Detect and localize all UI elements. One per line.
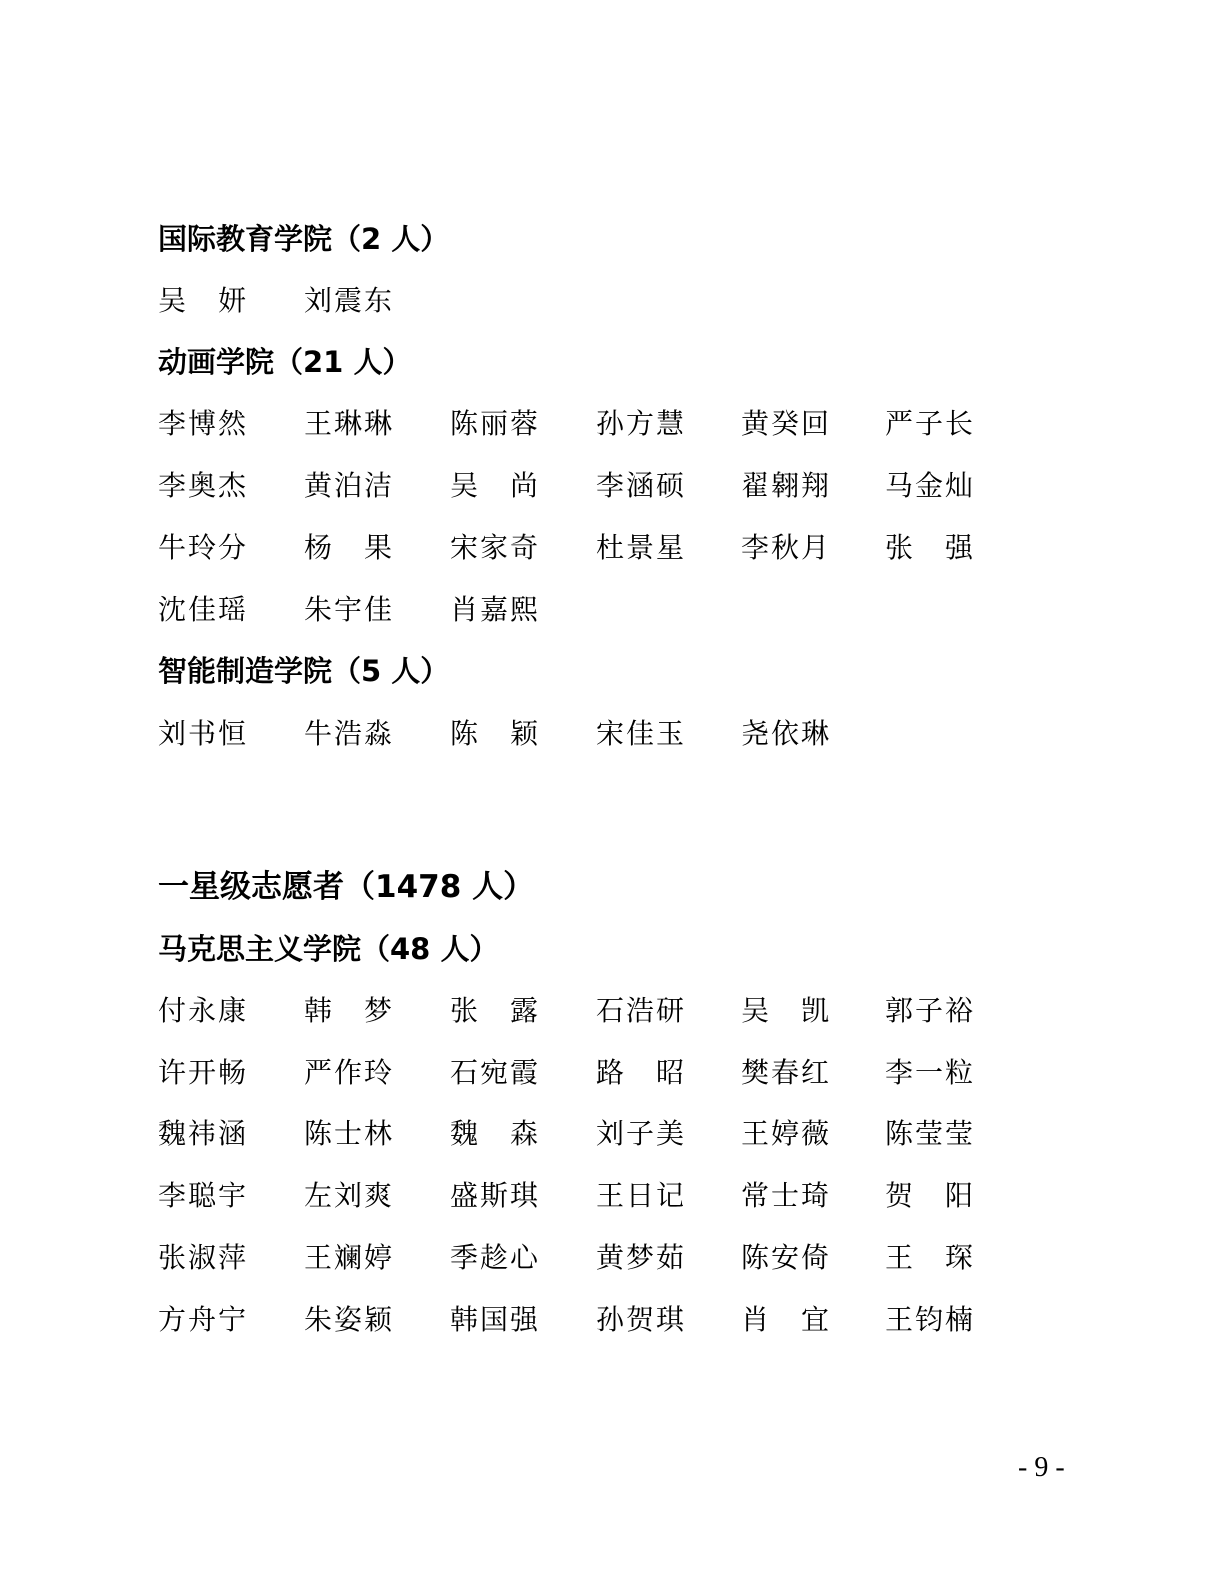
name-row <box>158 1238 1058 1278</box>
person-name: 王钧楠 <box>885 1303 976 1336</box>
person-name: 肖 宜 <box>741 1303 832 1336</box>
person-name: 李聪宇 <box>158 1179 249 1212</box>
person-name: 李博然 <box>158 407 249 440</box>
person-name: 杨 果 <box>304 531 395 564</box>
person-name: 严作玲 <box>304 1056 395 1089</box>
person-name: 石宛霞 <box>450 1056 541 1089</box>
person-name: 王 琛 <box>885 1241 976 1274</box>
person-name: 尧依琳 <box>741 717 832 750</box>
person-name: 黄梦茹 <box>596 1241 687 1274</box>
name-row <box>158 1053 1058 1093</box>
person-name: 牛玲分 <box>158 531 249 564</box>
person-name: 吴 凯 <box>741 994 832 1027</box>
person-name: 杜景星 <box>596 531 687 564</box>
person-name: 陈丽蓉 <box>450 407 541 440</box>
person-name: 魏祎涵 <box>158 1117 249 1150</box>
person-name: 宋佳玉 <box>596 717 687 750</box>
person-name: 张淑萍 <box>158 1241 249 1274</box>
section-heading-manufacturing: 智能制造学院（5 人） <box>158 654 450 688</box>
person-name: 沈佳瑶 <box>158 593 249 626</box>
name-row <box>158 991 1058 1031</box>
name-row <box>158 404 1058 444</box>
person-name: 张 强 <box>885 531 976 564</box>
name-row <box>158 466 1058 506</box>
name-row <box>158 528 1058 568</box>
person-name: 常士琦 <box>741 1179 832 1212</box>
person-name: 牛浩淼 <box>304 717 395 750</box>
one-star-volunteers-heading: 一星级志愿者（1478 人） <box>158 869 535 905</box>
person-name: 陈莹莹 <box>885 1117 976 1150</box>
person-name: 马金灿 <box>885 469 976 502</box>
person-name: 孙方慧 <box>596 407 687 440</box>
page-number: - 9 - <box>1018 1452 1065 1483</box>
person-name: 翟翱翔 <box>741 469 832 502</box>
name-row <box>158 714 1058 754</box>
person-name: 樊春红 <box>741 1056 832 1089</box>
person-name: 韩 梦 <box>304 994 395 1027</box>
person-name: 孙贺琪 <box>596 1303 687 1336</box>
person-name: 朱姿颖 <box>304 1303 395 1336</box>
person-name: 方舟宁 <box>158 1303 249 1336</box>
person-name: 刘震东 <box>304 284 395 317</box>
person-name: 许开畅 <box>158 1056 249 1089</box>
person-name: 王日记 <box>596 1179 687 1212</box>
section-heading-animation: 动画学院（21 人） <box>158 345 412 379</box>
name-row <box>158 281 1058 321</box>
person-name: 陈安倚 <box>741 1241 832 1274</box>
section-heading-marxism: 马克思主义学院（48 人） <box>158 932 499 966</box>
section-heading-international: 国际教育学院（2 人） <box>158 222 450 256</box>
person-name: 严子长 <box>885 407 976 440</box>
person-name: 李秋月 <box>741 531 832 564</box>
person-name: 郭子裕 <box>885 994 976 1027</box>
person-name: 李奥杰 <box>158 469 249 502</box>
person-name: 左刘爽 <box>304 1179 395 1212</box>
person-name: 张 露 <box>450 994 541 1027</box>
person-name: 吴 尚 <box>450 469 541 502</box>
person-name: 王婷薇 <box>741 1117 832 1150</box>
person-name: 魏 森 <box>450 1117 541 1150</box>
person-name: 刘书恒 <box>158 717 249 750</box>
person-name: 李一粒 <box>885 1056 976 1089</box>
person-name: 贺 阳 <box>885 1179 976 1212</box>
person-name: 朱宇佳 <box>304 593 395 626</box>
person-name: 吴 妍 <box>158 284 249 317</box>
name-row <box>158 1176 1058 1216</box>
name-row <box>158 1114 1058 1154</box>
person-name: 李涵硕 <box>596 469 687 502</box>
person-name: 陈 颖 <box>450 717 541 750</box>
person-name: 刘子美 <box>596 1117 687 1150</box>
person-name: 盛斯琪 <box>450 1179 541 1212</box>
person-name: 宋家奇 <box>450 531 541 564</box>
person-name: 王琳琳 <box>304 407 395 440</box>
person-name: 王斓婷 <box>304 1241 395 1274</box>
person-name: 韩国强 <box>450 1303 541 1336</box>
person-name: 肖嘉熙 <box>450 593 541 626</box>
person-name: 季趁心 <box>450 1241 541 1274</box>
person-name: 陈士林 <box>304 1117 395 1150</box>
name-row <box>158 1300 1058 1340</box>
person-name: 黄泊洁 <box>304 469 395 502</box>
person-name: 路 昭 <box>596 1056 687 1089</box>
person-name: 黄癸回 <box>741 407 832 440</box>
person-name: 付永康 <box>158 994 249 1027</box>
person-name: 石浩研 <box>596 994 687 1027</box>
name-row <box>158 590 1058 630</box>
